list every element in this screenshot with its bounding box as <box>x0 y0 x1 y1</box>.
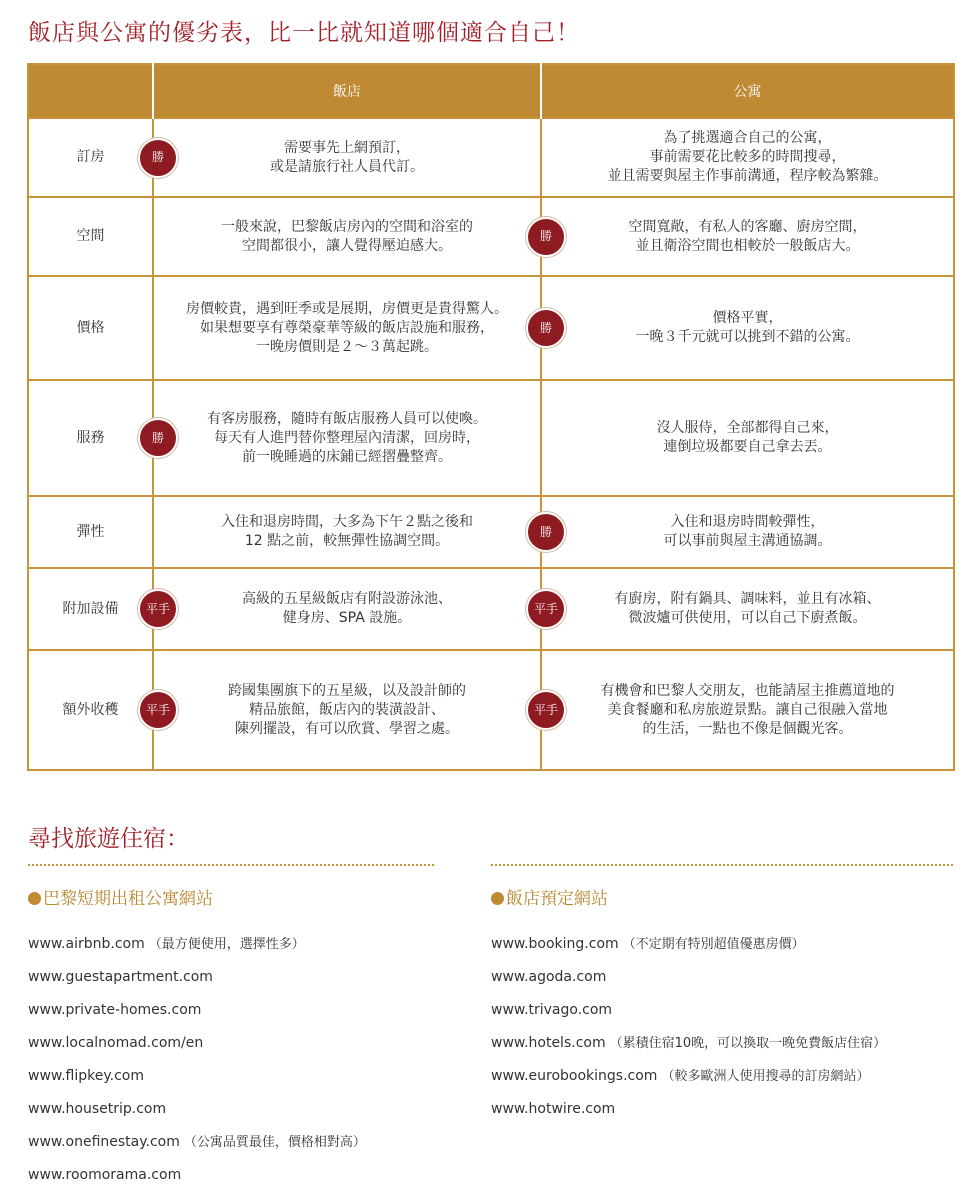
site-note: （公寓品質最佳，價格相對高） <box>183 1135 366 1150</box>
table-body <box>28 118 954 770</box>
result-badge: 平手 <box>138 690 178 730</box>
hotel-cell-text: 高級的五星級飯店有附設游泳池、 健身房、SPA 設施。 <box>242 591 452 626</box>
row-label-text: 價格 <box>76 319 105 336</box>
site-url[interactable]: www.onefinestay.com <box>28 1134 180 1150</box>
hotel-cell-text: 有客房服務，隨時有飯店服務人員可以使喚。 每天有人進門替你整理屋內清潔，回房時， 前一晚睡過的床鋪已經摺疊整齊。 <box>207 410 487 465</box>
result-badge: 平手 <box>526 690 566 730</box>
header-apartment: 公寓 <box>541 64 954 118</box>
apartment-cell-text: 價格平實， 一晚３千元就可以挑到不錯的公寓。 <box>635 310 860 345</box>
hotel-cell <box>153 118 541 197</box>
header-label <box>28 64 153 118</box>
site-list-item <box>491 967 886 1000</box>
result-badge: 勝 <box>138 138 178 178</box>
hotel-cell-text: 需要事先上網預訂， 或是請旅行社人員代訂。 <box>270 139 424 175</box>
row-label <box>28 118 153 197</box>
site-url[interactable]: www.eurobookings.com <box>491 1068 658 1084</box>
apartment-cell <box>533 568 954 650</box>
hotel-sites-heading: 飯店預定網站 <box>491 884 608 909</box>
row-label-text: 額外收穫 <box>62 701 119 718</box>
table-row <box>28 496 954 568</box>
site-url[interactable]: www.hotels.com <box>491 1035 606 1051</box>
result-badge: 勝 <box>138 418 178 458</box>
site-url[interactable]: www.localnomad.com/en <box>28 1035 204 1051</box>
site-note: （不定期有特別超值優惠房價） <box>622 937 805 952</box>
site-list-item <box>28 1000 366 1033</box>
apartment-cell <box>541 276 954 380</box>
site-list-item <box>491 1033 886 1066</box>
result-badge: 平手 <box>138 589 178 629</box>
hotel-cell <box>145 568 541 650</box>
table-row <box>28 380 954 496</box>
site-url[interactable]: www.private-homes.com <box>28 1002 202 1018</box>
hotel-cell-text: 一般來說，巴黎飯店房內的空間和浴室的 空間都很小，讓人覺得壓迫感大。 <box>221 218 473 254</box>
site-url[interactable]: www.flipkey.com <box>28 1068 144 1084</box>
site-url[interactable]: www.trivago.com <box>491 1002 613 1018</box>
site-list-item <box>491 1000 886 1033</box>
hotel-sites-list <box>491 934 886 1132</box>
hotel-cell-text: 房價較貴，遇到旺季或是展期，房價更是貴得驚人。 如果想要享有尊榮豪華等級的飯店設施和服務， 一晚房價則是２～３萬起跳。 <box>186 300 508 355</box>
site-list-item <box>28 1132 366 1165</box>
row-label-text: 訂房 <box>76 149 105 165</box>
table-row <box>28 568 954 650</box>
row-label-text: 空間 <box>76 228 105 244</box>
site-list-item <box>28 934 366 967</box>
row-label-text: 附加設備 <box>62 600 119 617</box>
apartment-cell <box>533 650 954 770</box>
apartment-cell <box>541 380 954 496</box>
site-url[interactable]: www.housetrip.com <box>28 1101 167 1117</box>
hotel-cell-text: 跨國集團旗下的五星級，以及設計師的 精品旅館，飯店內的裝潢設計、 陳列擺設，有可以欣賞、學習之處。 <box>228 682 466 737</box>
apartment-cell-text: 有廚房，附有鍋具、調味料，並且有冰箱、 微波爐可供使用，可以自己下廚煮飯。 <box>614 591 881 626</box>
site-list-item <box>491 1066 886 1099</box>
page-title: 飯店與公寓的優劣表，比一比就知道哪個適合自己！ <box>28 20 580 46</box>
site-url[interactable]: www.hotwire.com <box>491 1101 616 1117</box>
apartment-cell-text: 空間寬敞，有私人的客廳、廚房空間， 並且衛浴空間也相較於一般飯店大。 <box>628 218 867 254</box>
section-title: 尋找旅遊住宿： <box>28 826 189 852</box>
site-list-item <box>28 1099 366 1132</box>
site-url[interactable]: www.booking.com <box>491 936 619 952</box>
hotel-cell <box>153 496 541 568</box>
apartment-cell-text: 入住和退房時間較彈性， 可以事前與屋主溝通協調。 <box>663 514 832 549</box>
apartment-cell-text: 為了挑選適合自己的公寓， 事前需要花比較多的時間搜尋， 並且需要與屋主作事前溝通，程序較為繁雜。 <box>607 130 888 184</box>
hotel-cell <box>145 650 541 770</box>
bullet-icon <box>491 892 504 905</box>
header-hotel: 飯店 <box>153 64 541 118</box>
hotel-cell-text: 入住和退房時間，大多為下午２點之後和 12 點之前，較無彈性協調空間。 <box>221 514 473 549</box>
site-list-item <box>28 1165 366 1198</box>
site-url[interactable]: www.roomorama.com <box>28 1167 182 1183</box>
hotel-cell <box>153 197 541 276</box>
site-url[interactable]: www.guestapartment.com <box>28 969 213 985</box>
result-badge: 勝 <box>526 217 566 257</box>
result-badge: 平手 <box>526 589 566 629</box>
table-row <box>28 118 954 197</box>
site-url[interactable]: www.airbnb.com <box>28 936 145 952</box>
row-label <box>28 380 153 496</box>
site-list-item <box>491 934 886 967</box>
row-label-text: 服務 <box>76 429 105 446</box>
dotted-divider-left <box>28 864 434 866</box>
row-label <box>28 496 153 568</box>
bullet-icon <box>28 892 41 905</box>
site-list-item <box>28 1033 366 1066</box>
apartment-cell <box>541 496 954 568</box>
site-note: （最方便使用，選擇性多） <box>148 937 305 952</box>
hotel-cell <box>153 380 541 496</box>
row-label <box>28 197 153 276</box>
site-list-item <box>491 1099 886 1132</box>
apartment-sites-heading: 巴黎短期出租公寓網站 <box>28 884 213 909</box>
apartment-sites-list <box>28 934 366 1198</box>
row-label <box>28 276 153 380</box>
apartment-cell <box>541 197 954 276</box>
result-badge: 勝 <box>526 512 566 552</box>
row-label <box>28 650 153 770</box>
hotel-cell <box>153 276 541 380</box>
table-row <box>28 650 954 770</box>
apartment-cell <box>541 118 954 197</box>
row-label <box>28 568 153 650</box>
site-note: （較多歐洲人使用搜尋的訂房網站） <box>661 1069 870 1084</box>
site-url[interactable]: www.agoda.com <box>491 969 607 985</box>
result-badge: 勝 <box>526 308 566 348</box>
table-row <box>28 197 954 276</box>
apartment-cell-text: 沒人服侍，全部都得自己來， 連倒垃圾都要自己拿去丟。 <box>656 420 839 455</box>
site-list-item <box>28 1066 366 1099</box>
apartment-cell-text: 有機會和巴黎人交朋友，也能請屋主推薦道地的 美食餐廳和私房旅遊景點。讓自己很融入當地 的生活，一點也不像是個觀光客。 <box>600 682 895 737</box>
site-list-item <box>28 967 366 1000</box>
comparison-table <box>27 63 955 771</box>
row-label-text: 彈性 <box>76 523 105 540</box>
dotted-divider-right <box>491 864 953 866</box>
site-note: （累積住宿10晚，可以換取一晚免費飯店住宿） <box>609 1036 887 1051</box>
table-row <box>28 276 954 380</box>
table-header-row <box>28 64 954 118</box>
